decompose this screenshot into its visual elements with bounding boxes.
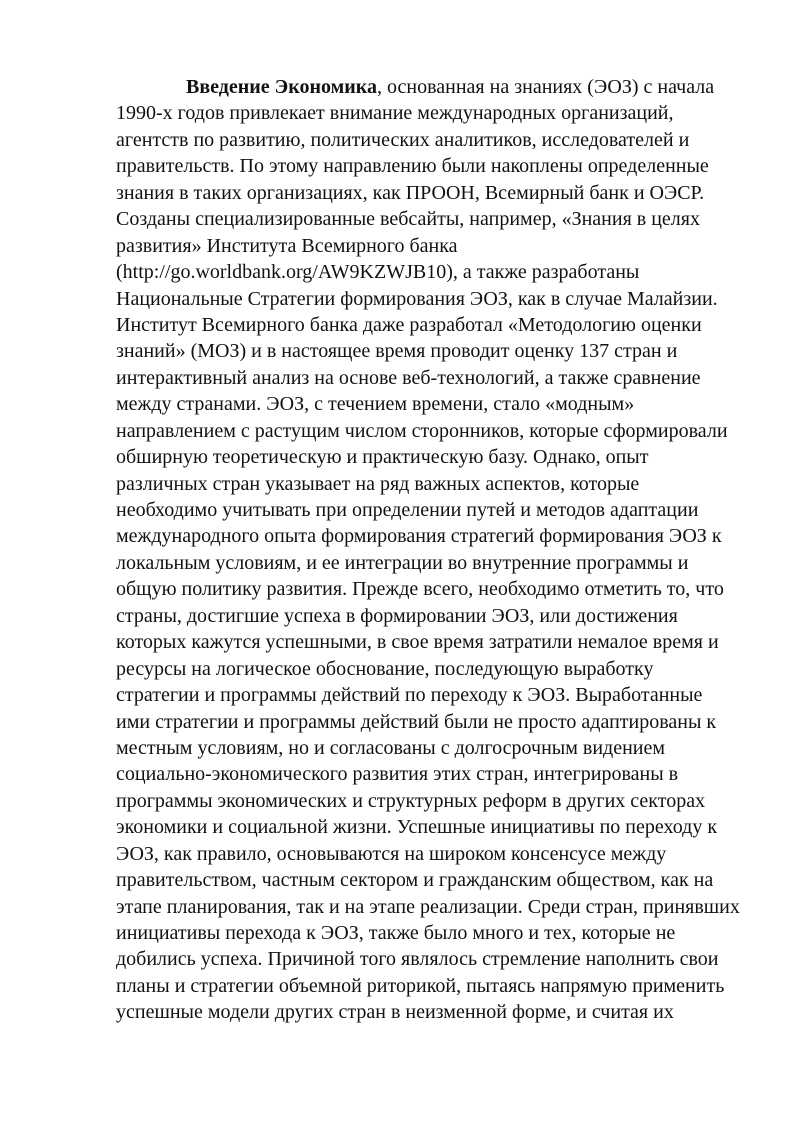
text-line: планы и стратегии объемной риторикой, пытаясь напрямую применить — [116, 974, 725, 997]
text-line: которых кажутся успешными, в свое время затратили немалое время и — [116, 631, 719, 654]
text-line: знаний» (МОЗ) и в настоящее время проводит оценку 137 стран и — [116, 340, 678, 363]
text-line: международного опыта формирования стратегий формирования ЭОЗ к — [116, 525, 722, 548]
text-line: социально-экономического развития этих стран, интегрированы в — [116, 763, 679, 786]
text-line: обширную теоретическую и практическую базу. Однако, опыт — [116, 446, 649, 469]
text-line: Созданы специализированные вебсайты, например, «Знания в целях — [116, 208, 700, 231]
text-line: ими стратегии и программы действий были не просто адаптированы к — [116, 710, 717, 733]
text-line: необходимо учитывать при определении путей и методов адаптации — [116, 499, 699, 521]
text-line: стратегии и программы действий по переходу к ЭОЗ. Выработанные — [116, 684, 703, 707]
text-line: развития» Института Всемирного банка — [116, 234, 458, 257]
text-line: Национальные Стратегии формирования ЭОЗ, как в случае Малайзии. — [116, 287, 718, 310]
text-line: 1990-х годов привлекает внимание международных организаций, — [116, 102, 674, 125]
text-line: этапе планирования, так и на этапе реализации. Среди стран, принявших — [116, 895, 740, 918]
text-line: местным условиям, но и согласованы с долгосрочным видением — [116, 736, 666, 759]
text-line: правительств. По этому направлению были накоплены определенные — [116, 155, 709, 178]
text-line: агентств по развитию, политических аналитиков, исследователей и — [116, 128, 690, 151]
text-line: ресурсы на логическое обоснование, последующую выработку — [116, 657, 654, 680]
text-line: правительством, частным сектором и гражданским обществом, как на — [116, 869, 714, 892]
text-line: ЭОЗ, как правило, основываются на широком консенсусе между — [116, 842, 667, 865]
first-line — [116, 74, 756, 100]
first-bold-word: Экономика — [274, 76, 378, 98]
first-line-tail: , основанная на знаниях (ЭОЗ) с начала — [377, 76, 715, 98]
text-line: локальным условиям, и ее интеграции во внутренние программы и — [116, 551, 689, 574]
text-line: общую политику развития. Прежде всего, необходимо отметить то, что — [116, 578, 724, 601]
text-line: различных стран указывает на ряд важных аспектов, которые — [116, 472, 640, 495]
text-line: знания в таких организациях, как ПРООН, Всемирный банк и ОЭСР. — [116, 181, 705, 204]
text-line: программы экономических и структурных реформ в других секторах — [116, 789, 706, 812]
body-text — [116, 74, 756, 1026]
section-heading: Введение — [186, 76, 270, 98]
text-line: страны, достигшие успеха в формировании ЭОЗ, или достижения — [116, 604, 678, 627]
text-line: инициативы перехода к ЭОЗ, также было много и тех, которые не — [116, 922, 676, 944]
text-line: между странами. ЭОЗ, с течением времени, стало «модным» — [116, 393, 635, 416]
text-line: экономики и социальной жизни. Успешные инициативы по переходу к — [116, 816, 718, 839]
text-line: направлением с растущим числом сторонников, которые сформировали — [116, 419, 728, 442]
text-line: интерактивный анализ на основе веб-технологий, а также сравнение — [116, 366, 701, 389]
text-line: Институт Всемирного банка даже разработал «Методологию оценки — [116, 313, 702, 336]
text-line: добились успеха. Причиной того являлось стремление наполнить свои — [116, 948, 719, 971]
text-line: успешные модели других стран в неизменной форме, и считая их — [116, 1001, 674, 1024]
text-line: (http://go.worldbank.org/AW9KZWJB10), а также разработаны — [116, 261, 640, 284]
